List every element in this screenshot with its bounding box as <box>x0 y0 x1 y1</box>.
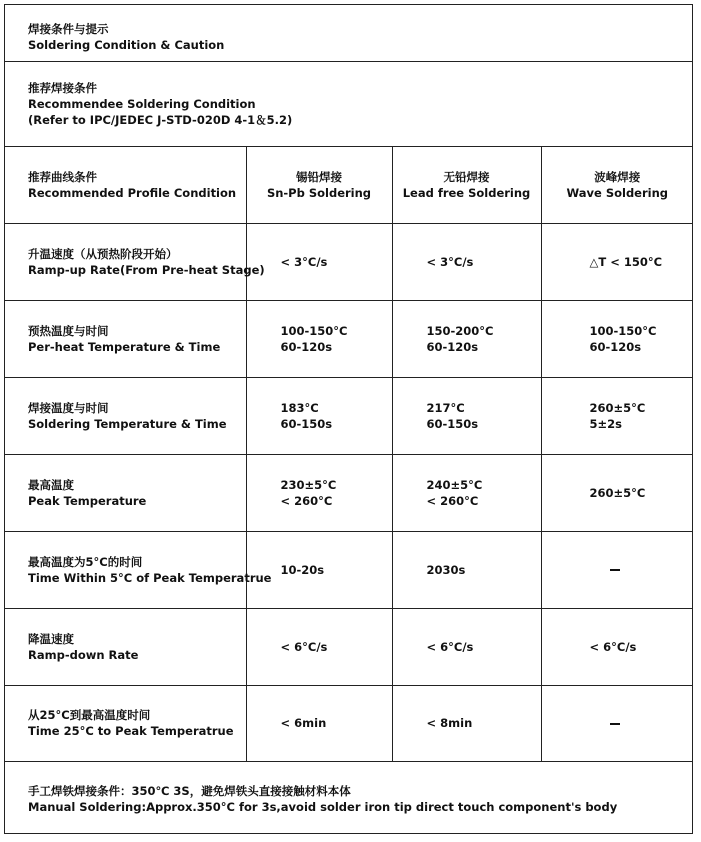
cell-value: 60-150s <box>426 416 479 431</box>
header-label-cn: 推荐曲线条件 <box>28 169 97 184</box>
caution-section <box>4 4 693 62</box>
row-label-en: Ramp-up Rate(From Pre-heat Stage) <box>28 262 265 277</box>
row-label-cn: 最高温度 <box>28 477 74 492</box>
header-wave-en: Wave Soldering <box>566 185 669 200</box>
cell-value: 230±5°C <box>280 477 337 492</box>
row-label-cn: 从25°C到最高温度时间 <box>28 708 151 722</box>
recommended-reference: (Refer to IPC/JEDEC J-STD-020D 4-1＆5.2) <box>28 113 293 127</box>
cell-value: 60-120s <box>426 339 479 354</box>
not-applicable-dash <box>610 569 620 571</box>
cell-value: 260±5°C <box>589 400 646 415</box>
row-label-en: Ramp-down Rate <box>28 647 139 662</box>
cell-value: < 260°C <box>280 493 333 508</box>
manual-soldering-section <box>4 761 693 834</box>
row-label-cn: 最高温度为5°C的时间 <box>28 554 143 569</box>
recommended-title-en: Recommendee Soldering Condition <box>28 97 256 111</box>
cell-value: 260±5°C <box>589 485 646 500</box>
wave-value-cell <box>541 300 693 377</box>
row-label-cell <box>4 685 246 761</box>
row-label-en: Peak Temperature <box>28 493 147 508</box>
cell-value: 240±5°C <box>426 477 483 492</box>
row-label-cn: 降温速度 <box>28 631 74 646</box>
wave-value-cell <box>541 608 693 685</box>
row-label-cell <box>4 608 246 685</box>
cell-value: < 260°C <box>426 493 479 508</box>
cell-value: 100-150°C <box>280 323 348 338</box>
row-label-cell <box>4 223 265 300</box>
row-label-cn: 预热温度与时间 <box>28 323 109 338</box>
recommended-section <box>4 62 693 147</box>
wave-value-cell <box>541 685 693 761</box>
row-label-cell <box>4 454 246 531</box>
cell-value: 183°C <box>280 400 319 415</box>
leadfree-value-cell <box>392 377 541 454</box>
table-row <box>4 223 693 300</box>
cell-value: △T < 150°C <box>589 254 663 269</box>
row-label-cell <box>4 531 272 608</box>
cell-value: < 6°C/s <box>589 639 637 654</box>
header-leadfree-cell <box>392 147 541 223</box>
table-row <box>4 531 693 608</box>
table-row <box>4 300 693 377</box>
table-row <box>4 608 693 685</box>
header-snpb-en: Sn-Pb Soldering <box>266 185 372 200</box>
snpb-value-cell <box>246 454 392 531</box>
manual-soldering-en: Manual Soldering:Approx.350°C for 3s,avoid solder iron tip direct touch component's body <box>28 800 618 814</box>
snpb-value-cell <box>246 223 392 300</box>
leadfree-value-cell <box>392 223 541 300</box>
caution-title <box>28 21 224 53</box>
cell-value: 60-120s <box>589 339 642 354</box>
table-row <box>4 377 693 454</box>
leadfree-value-cell <box>392 531 541 608</box>
wave-value-cell <box>541 223 693 300</box>
header-wave-cn: 波峰焊接 <box>594 169 641 184</box>
row-label-cell <box>4 300 246 377</box>
snpb-value-cell <box>246 531 392 608</box>
manual-soldering-text <box>28 783 617 815</box>
profile-condition-table <box>4 147 693 762</box>
row-label-cell <box>4 377 246 454</box>
cell-value: 2030s <box>426 562 466 577</box>
cell-value: 5±2s <box>589 416 622 431</box>
header-snpb-cn: 锡铅焊接 <box>296 169 342 184</box>
cell-value: 60-120s <box>280 339 333 354</box>
caution-title-en: Soldering Condition & Caution <box>28 38 225 52</box>
row-label-en: Per-heat Temperature & Time <box>28 339 221 354</box>
recommended-title-cn: 推荐焊接条件 <box>28 81 97 95</box>
cell-value: < 3°C/s <box>280 254 328 269</box>
leadfree-value-cell <box>392 454 541 531</box>
table-header-row <box>4 147 693 223</box>
wave-value-cell <box>541 531 693 608</box>
header-label-cell <box>4 147 246 223</box>
cell-value: 60-150s <box>280 416 333 431</box>
row-label-en: Soldering Temperature & Time <box>28 416 227 431</box>
recommended-title <box>28 80 292 128</box>
cell-value: < 6min <box>280 716 327 730</box>
cell-value: < 8min <box>426 716 473 730</box>
row-label-en: Time Within 5°C of Peak Temperatrue <box>28 570 272 585</box>
header-leadfree-en: Lead free Soldering <box>402 185 531 200</box>
cell-value: 217°C <box>426 400 465 415</box>
wave-value-cell <box>541 454 693 531</box>
table-row <box>4 685 693 761</box>
row-label-cn: 焊接温度与时间 <box>28 400 109 415</box>
snpb-value-cell <box>246 608 392 685</box>
cell-value: 100-150°C <box>589 323 657 338</box>
cell-value: < 6°C/s <box>426 639 474 654</box>
cell-value: 10-20s <box>280 562 325 577</box>
row-label-en: Time 25°C to Peak Temperatrue <box>28 724 234 738</box>
caution-title-cn: 焊接条件与提示 <box>28 22 109 36</box>
wave-value-cell <box>541 377 693 454</box>
cell-value: 150-200°C <box>426 323 494 338</box>
leadfree-value-cell <box>392 685 541 761</box>
leadfree-value-cell <box>392 608 541 685</box>
cell-value: < 3°C/s <box>426 254 474 269</box>
snpb-value-cell <box>246 685 392 761</box>
row-label-cn: 升温速度（从预热阶段开始） <box>28 246 178 261</box>
snpb-value-cell <box>246 377 392 454</box>
table-row <box>4 454 693 531</box>
snpb-value-cell <box>246 300 392 377</box>
header-label-en: Recommended Profile Condition <box>28 185 237 200</box>
cell-value: < 6°C/s <box>280 639 328 654</box>
header-wave-cell <box>541 147 693 223</box>
manual-soldering-cn: 手工焊铁焊接条件：350℃ 3S，避免焊铁头直接接触材料本体 <box>28 784 351 798</box>
not-applicable-dash <box>610 723 620 725</box>
header-snpb-cell <box>246 147 392 223</box>
leadfree-value-cell <box>392 300 541 377</box>
header-leadfree-cn: 无铅焊接 <box>443 169 490 184</box>
